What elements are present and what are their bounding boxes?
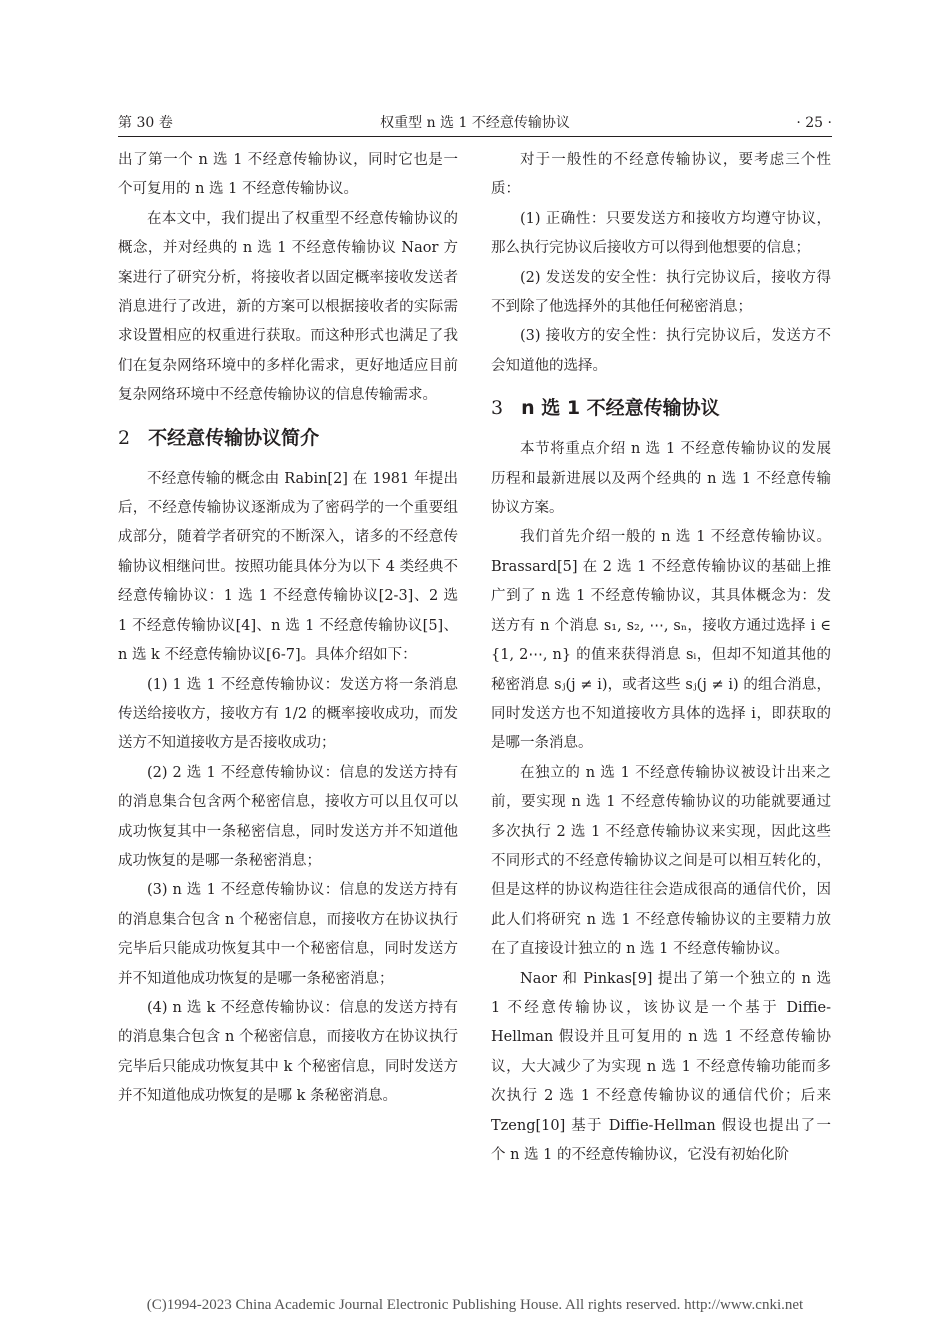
section-heading-2 <box>118 423 458 453</box>
paragraph: 对于一般性的不经意传输协议，要考虑三个性质： <box>491 152 831 198</box>
running-title: 权重型 n 选 1 不经意传输协议 <box>380 115 570 131</box>
section-number: 3 <box>491 397 504 420</box>
section-heading-3 <box>491 393 831 423</box>
list-item: (1) 正确性：只要发送方和接收方均遵守协议，那么执行完协议后接收方可以得到他想要的信息； <box>491 210 831 257</box>
page-number: · 25 · <box>796 115 832 131</box>
list-item: (4) n 选 k 不经意传输协议：信息的发送方持有的消息集合包含 n 个秘密信息，而接收方在协议执行完毕后只能成功恢复其中 k 个秘密信息，同时发送方并不知道他成功恢复的是哪 k 条秘密消息。 <box>118 999 458 1105</box>
section-number: 2 <box>118 426 131 449</box>
paragraph: 出了第一个 n 选 1 不经意传输协议，同时它也是一个可复用的 n 选 1 不经意传输协议。 <box>118 152 458 198</box>
running-header <box>118 113 832 137</box>
list-item: (1) 1 选 1 不经意传输协议：发送方将一条消息传送给接收方，接收方有 1/2 的概率接收成功，而发送方不知道接收方是否接收成功； <box>118 676 458 752</box>
paragraph: 在独立的 n 选 1 不经意传输协议被设计出来之前，要实现 n 选 1 不经意传输协议的功能就要通过多次执行 2 选 1 不经意传输协议来实现，因此这些不同形式的不经意传输协议之间是可以相互转化的，但是这样的协议构造往往会造成很高的通信代价，因此人们将研究 n 选 1 不经意传输协议的主要精力放在了直接设计独立的 n 选 1 不经意传输协议。 <box>491 764 831 958</box>
copyright-footer: (C)1994-2023 China Academic Journal Electronic Publishing House. All rights reserved. http://www.cnki.net <box>146 1297 804 1313</box>
paragraph: Naor 和 Pinkas[9] 提出了第一个独立的 n 选 1 不经意传输协议，该协议是一个基于 Diffie-Hellman 假设并且可复用的 n 选 1 不经意传输协议，大大减少了为实现 n 选 1 不经意传输功能而多次执行 2 选 1 不经意传输协议的通信代价；后来 Tzeng[10] 基于 Diffie-Hellman 假设也提出了一个 n 选 1 的不经意传输协议，它没有初始化阶 <box>491 970 831 1163</box>
section-title: 不经意传输协议简介 <box>148 426 320 449</box>
paragraph: 本节将重点介绍 n 选 1 不经意传输协议的发展历程和最新进展以及两个经典的 n 选 1 不经意传输协议方案。 <box>491 441 831 517</box>
list-item: (3) n 选 1 不经意传输协议：信息的发送方持有的消息集合包含 n 个秘密信息，而接收方在协议执行完毕后只能成功恢复其中一个秘密信息，同时发送方并不知道他成功恢复的是哪一条秘密消息； <box>118 882 458 987</box>
paragraph: 不经意传输的概念由 Rabin[2] 在 1981 年提出后，不经意传输协议逐渐成为了密码学的一个重要组成部分，随着学者研究的不断深入，诸多的不经意传输协议相继问世。按照功能具体分为以下 4 类经典不经意传输协议：1 选 1 不经意传输协议[2-3]、2 选 1 不经意传输协议[4]、n 选 1 不经意传输协议[5]、n 选 k 不经意传输协议[6-7]。具体介绍如下： <box>118 470 458 664</box>
list-item: (2) 2 选 1 不经意传输协议：信息的发送方持有的消息集合包含两个秘密信息，接收方可以且仅可以成功恢复其中一条秘密信息，同时发送方并不知道他成功恢复的是哪一条秘密消息； <box>118 764 458 869</box>
paragraph: 在本文中，我们提出了权重型不经意传输协议的概念，并对经典的 n 选 1 不经意传输协议 Naor 方案进行了研究分析，将接收者以固定概率接收发送者消息进行了改进，新的方案可以根据接收者的实际需求设置相应的权重进行获取。而这种形式也满足了我们在复杂网络环境中的多样化需求，更好地适应目前复杂网络环境中不经意传输协议的信息传输需求。 <box>118 210 458 404</box>
section-title: n 选 1 不经意传输协议 <box>521 397 720 420</box>
header-rule <box>118 136 832 137</box>
list-item: (2) 发送发的安全性：执行完协议后，接收方得不到除了他选择外的其他任何秘密消息； <box>491 269 831 316</box>
right-column <box>491 146 831 1170</box>
left-column <box>118 146 458 1112</box>
paragraph: 我们首先介绍一般的 n 选 1 不经意传输协议。Brassard[5] 在 2 选 1 不经意传输协议的基础上推广到了 n 选 1 不经意传输协议，其具体概念为：发送方有 n 个消息 s₁, s₂, ⋯, sₙ，接收方通过选择 i ∈ {1, 2⋯, n} 的值来获得消息 sᵢ，但却不知道其他的秘密消息 sⱼ(j ≠ i)，或者这些 sⱼ(j ≠ i) 的组合消息，同时发送方也不知道接收方具体的选择 i，即获取的是哪一条消息。 <box>491 529 831 752</box>
volume-label: 第 30 卷 <box>118 115 173 131</box>
list-item: (3) 接收方的安全性：执行完协议后，发送方不会知道他的选择。 <box>491 328 831 374</box>
